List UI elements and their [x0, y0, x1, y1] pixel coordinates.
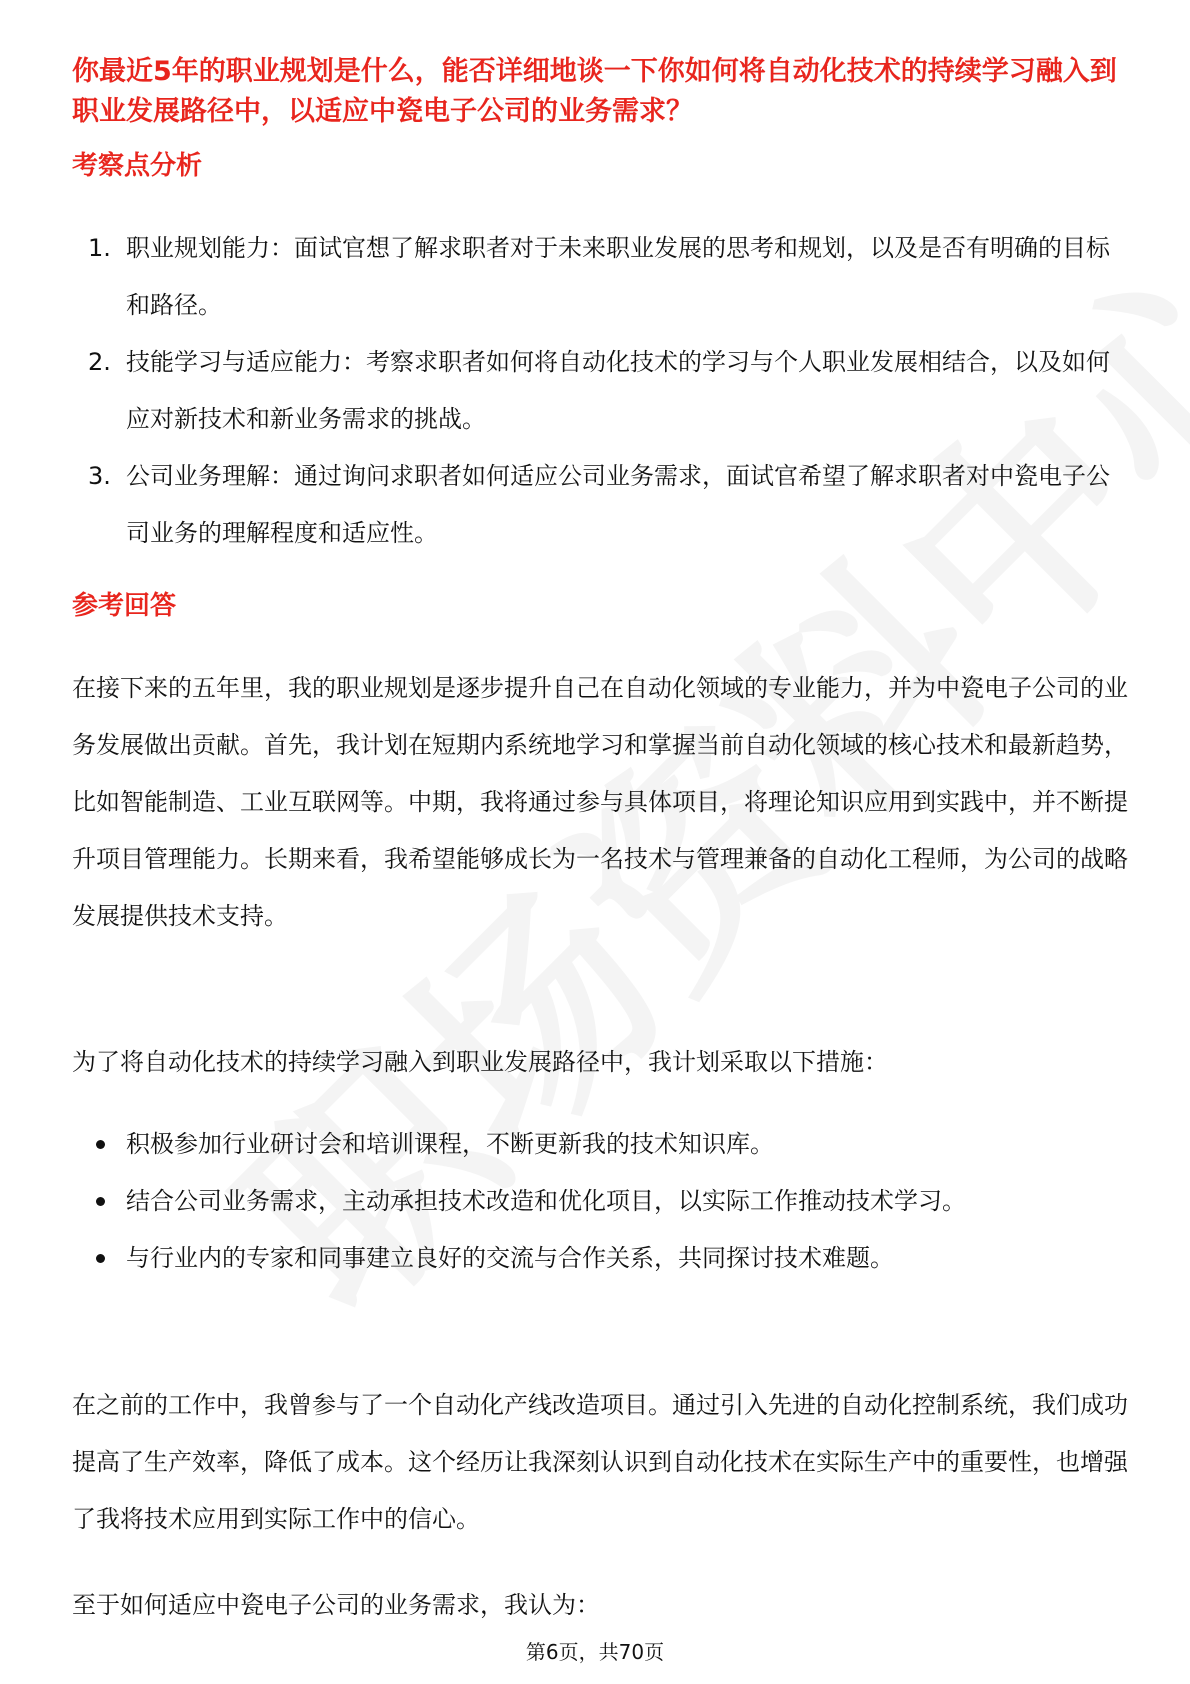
analysis-item: [72, 220, 1132, 334]
item-text: 公司业务理解：通过询问求职者如何适应公司业务需求，面试官希望了解求职者对中瓷电子公司业务的理解程度和适应性。: [126, 462, 1110, 547]
item-text: 职业规划能力：面试官想了解求职者对于未来职业发展的思考和规划，以及是否有明确的目标和路径。: [126, 234, 1110, 319]
item-number: 1.: [88, 234, 111, 262]
list-item: [72, 1173, 1132, 1230]
answer-paragraph-plan: 在接下来的五年里，我的职业规划是逐步提升自己在自动化领域的专业能力，并为中瓷电子公司的业务发展做出贡献。首先，我计划在短期内系统地学习和掌握当前自动化领域的核心技术和最新趋势，比如智能制造、工业互联网等。中期，我将通过参与具体项目，将理论知识应用到实践中，并不断提升项目管理能力。长期来看，我希望能够成长为一名技术与管理兼备的自动化工程师，为公司的战略发展提供技术支持。: [72, 674, 1128, 930]
item-number: 3.: [88, 462, 111, 490]
analysis-item: [72, 334, 1132, 448]
bullet-icon: [96, 1254, 105, 1263]
measures-list: [72, 1116, 1132, 1287]
bullet-icon: [96, 1140, 105, 1149]
analysis-list: [72, 220, 1132, 562]
list-item: [72, 1230, 1132, 1287]
page-number-footer: 第6页，共70页: [525, 1640, 665, 1664]
item-text: 技能学习与适应能力：考察求职者如何将自动化技术的学习与个人职业发展相结合，以及如何应对新技术和新业务需求的挑战。: [126, 348, 1110, 433]
answer-title: 参考回答: [72, 591, 177, 621]
answer-paragraph-measures: 为了将自动化技术的持续学习融入到职业发展路径中，我计划采取以下措施：: [72, 1048, 888, 1076]
list-item-text: 积极参加行业研讨会和培训课程，不断更新我的技术知识库。: [126, 1130, 774, 1158]
bullet-icon: [96, 1197, 105, 1206]
answer-paragraph-experience: 在之前的工作中，我曾参与了一个自动化产线改造项目。通过引入先进的自动化控制系统，我们成功提高了生产效率，降低了成本。这个经历让我深刻认识到自动化技术在实际生产中的重要性，也增强了我将技术应用到实际工作中的信心。: [72, 1391, 1128, 1533]
answer-paragraph-adapt: 至于如何适应中瓷电子公司的业务需求，我认为：: [72, 1591, 600, 1619]
list-item-text: 与行业内的专家和同事建立良好的交流与合作关系，共同探讨技术难题。: [126, 1244, 894, 1272]
item-number: 2.: [88, 348, 111, 376]
list-item-text: 结合公司业务需求，主动承担技术改造和优化项目，以实际工作推动技术学习。: [126, 1187, 966, 1215]
analysis-item: [72, 448, 1132, 562]
question-heading: 你最近5年的职业规划是什么，能否详细地谈一下你如何将自动化技术的持续学习融入到职业发展路径中，以适应中瓷电子公司的业务需求？: [72, 56, 1117, 127]
list-item: [72, 1116, 1132, 1173]
analysis-title: 考察点分析: [72, 151, 203, 181]
